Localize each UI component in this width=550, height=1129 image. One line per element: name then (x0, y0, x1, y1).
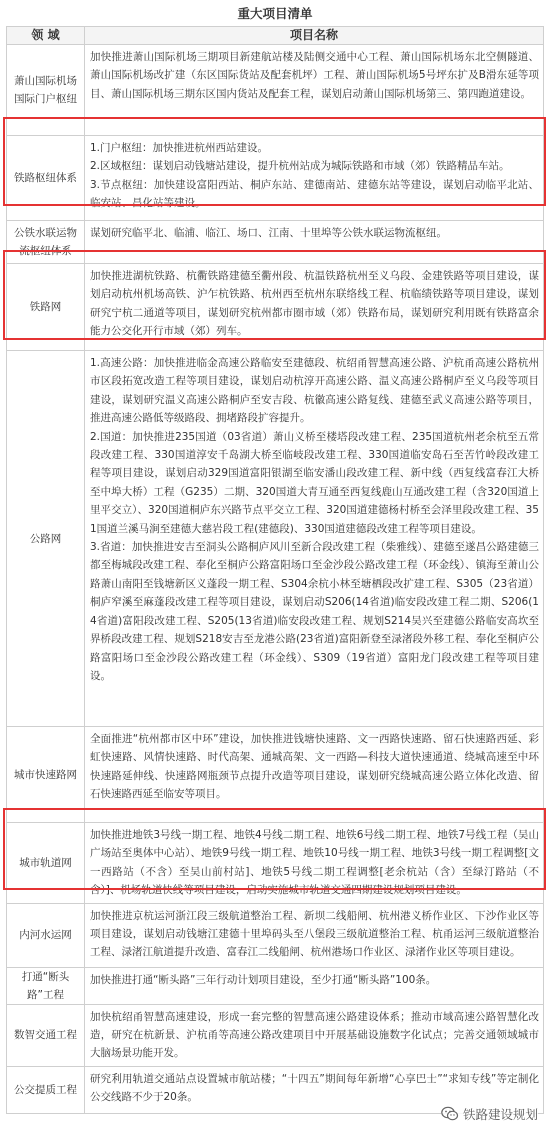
table-row-metro (7, 823, 544, 904)
table-row-dead-end-roads (7, 967, 544, 1004)
domain-cell: 城市轨道网 (7, 823, 85, 904)
wechat-icon (441, 1106, 459, 1122)
content-paragraph: 加快推进湖杭铁路、杭衢铁路建德至衢州段、杭温铁路杭州至义乌段、金建铁路等项目建设，谋划启动杭州机场高铁、沪乍杭铁路、杭州西至杭州东联络线工程、杭临绩铁路等项目建设，谋划研究宁杭二通道等项目，谋划研究杭州都市圈市域（郊）铁路布局，谋划研究利用既有铁路富余能力公交化开行市域（郊）列车。 (90, 270, 539, 338)
content-paragraph: 1.门户枢纽：加快推进杭州西站建设。 (90, 142, 269, 154)
watermark (441, 1104, 538, 1124)
content-cell (85, 823, 544, 904)
content-paragraph: 2.区域枢纽：谋划启动钱塘站建设，提升杭州站成为城际铁路和市域（郊）铁路精品车站。 (90, 160, 510, 173)
content-paragraph: 研究利用轨道交通站点设置城市航站楼；“十四五”期间每年新增“心享巴士”“求知专线”等定制化公交线路不少于20条。 (90, 1072, 539, 1104)
content-paragraph: 加快推进打通“断头路”三年行动计划项目建设，至少打通“断头路”100条。 (90, 973, 437, 986)
content-paragraph: 加快推进京杭运河浙江段三级航道整治工程、新坝二线船闸、杭州港义桥作业区、下沙作业区等项目建设，谋划启动钱塘江建德十里埠码头至八堡段三级航道整治工程、杭甬运河三级航道整治工程、渌渚江航道提升改造、富春江二线船闸、杭州港场口作业区、渌渚作业区等项目建设。 (90, 909, 539, 959)
content-cell (85, 727, 544, 823)
table-row-railway (7, 264, 544, 351)
domain-cell: 公铁水联运物流枢纽体系 (7, 221, 85, 264)
table-row-waterway (7, 903, 544, 967)
content-paragraph: 加快推进地铁3号线一期工程、地铁4号线二期工程、地铁6号线二期工程、地铁7号线工程（吴山广场站至奥体中心站）、地铁9号线一期工程、地铁10号线一期工程、地铁3号线一期工程调整[文一西路站（不含）至吴山前村站]、地铁5号线二期工程调整[老余杭站（含）至绿汀路站（不含）]、机场轨道快线等项目建设，启动实施城市轨道交通四期建设规划项目建设。 (90, 829, 539, 897)
content-cell (85, 903, 544, 967)
domain-header: 领 域 (7, 27, 85, 45)
domain-cell: 公路网 (7, 351, 85, 727)
content-cell (85, 221, 544, 264)
content-cell (85, 1004, 544, 1066)
table-row-rail-hub (7, 136, 544, 221)
content-cell (85, 967, 544, 1004)
project-table (6, 26, 544, 1114)
domain-cell: 数智交通工程 (7, 1004, 85, 1066)
content-paragraph: 2.国道：加快推进235国道（03省道）萧山义桥至楼塔段改建工程、235国道杭州老余杭至五常段改建工程、330国道淳安千岛湖大桥至临岐段改建工程、330国道临安岛石至苦竹岭段改建工程等项目建设，谋划启动329国道富阳银湖至临安潘山段改建工程、新中线（西复线富春江大桥至中埠大桥）工程（G235）二期、320国道大青互通至西复线鹿山互通改建工程（含320国道上里平交立）、320国道桐庐东兴路节点平交立工程、320国道建德杨村桥至会泽里段改建工程、351国道兰溪马涧至建德大慈岩段工程(建德段)、330国道建德段改建工程等项目建设。 (90, 430, 539, 535)
table-row-airport (7, 45, 544, 136)
content-cell (85, 264, 544, 351)
content-paragraph: 3.省道：加快推进安吉至洞头公路桐庐风川至新合段改建工程（柴雅线）、建德至遂昌公路建德三都至梅城段改建工程、奉化至桐庐公路富阳场口至金沙段公路改建工程（环金线）、镇海至萧山公路萧山南阳至钱塘新区义蓬段一期工程、S304余杭小林至塘栖段改扩建工程、S305（23省道）桐庐窄溪至麻蓬段改建工程等项目建设，谋划启动S206(14省道)临安段改建工程二期、S206(14省道)富阳段改建工程、S205(13省道)临安段改建工程、规划S214吴兴至建德公路临安高坎至界桥段改建工程、规划S218安吉至龙港公路(23省道)富阳新登至渌渚段外移工程、奉化至桐庐公路富阳场口至金沙段公路改建工程（环金线）、S309（19省道）富阳龙门段改建工程等项目建设。 (90, 541, 539, 682)
content-cell (85, 45, 544, 136)
content-paragraph: 1.高速公路：加快推进临金高速公路临安至建德段、杭绍甬智慧高速公路、沪杭甬高速公路杭州市区段拓宽改造工程等项目建设，谋划启动杭淳开高速公路、温义高速公路桐庐至义乌段等项目建设，谋划研究温义高速公路桐庐至安吉段、杭徽高速公路复线、建德至武义高速公路等项目，推进高速公路低等级路段、拥堵路段扩容提升。 (90, 357, 539, 425)
content-cell (85, 351, 544, 727)
name-header: 项目名称 (85, 27, 544, 45)
table-row-multimodal-hub (7, 221, 544, 264)
domain-cell: 萧山国际机场国际门户枢纽 (7, 45, 85, 136)
table-row-smart-transport (7, 1004, 544, 1066)
domain-cell: 公交提质工程 (7, 1066, 85, 1113)
content-paragraph: 加快杭绍甬智慧高速建设，形成一套完整的智慧高速公路建设体系；推动市域高速公路智慧化改造，研究在杭新景、沪杭甬等高速公路改建项目中开展基础设施数字化试点；完善交通领域城市大脑场景功能开发。 (90, 1010, 539, 1060)
table-row-highway (7, 351, 544, 727)
content-cell (85, 136, 544, 221)
domain-cell: 打通“断头路”工程 (7, 967, 85, 1004)
domain-cell: 铁路枢纽体系 (7, 136, 85, 221)
content-paragraph: 全面推进“杭州都市区中环”建设，加快推进钱塘快速路、文一西路快速路、留石快速路西延、彩虹快速路、风情快速路、时代高架、通城高架、文一西路—科技大道快速通道、绕城高速至中环快速路延伸线、快速路网瓶颈节点提升改造等项目建设，谋划研究绕城高速公路立体化改造、留石快速路西延至临安等项目。 (90, 733, 539, 801)
table-row-expressway (7, 727, 544, 823)
content-paragraph: 谋划研究临平北、临浦、临江、场口、江南、十里埠等公铁水联运物流枢纽。 (90, 227, 447, 239)
domain-cell: 内河水运网 (7, 903, 85, 967)
domain-cell: 城市快速路网 (7, 727, 85, 823)
content-paragraph: 3.节点枢纽：加快建设富阳西站、桐庐东站、建德南站、建德东站等建设，谋划启动临平北站、临安站、昌化站等建设。 (90, 178, 539, 210)
content-paragraph: 加快推进萧山国际机场三期项目新建航站楼及陆侧交通中心工程、萧山国际机场东北空侧隧道、萧山国际机场改扩建（东区国际货站及配套机坪）工程、萧山国际机场5号坪东扩及B滑东延等项目、萧山国际机场三期东区国内货站及配套工程，谋划启动萧山国际机场第三、第四跑道建设。 (90, 51, 539, 100)
watermark-text: 铁路建设规划 (462, 1107, 538, 1122)
table-header-row (7, 27, 544, 45)
table-title: 重大项目清单 (237, 6, 313, 21)
domain-cell: 铁路网 (7, 264, 85, 351)
